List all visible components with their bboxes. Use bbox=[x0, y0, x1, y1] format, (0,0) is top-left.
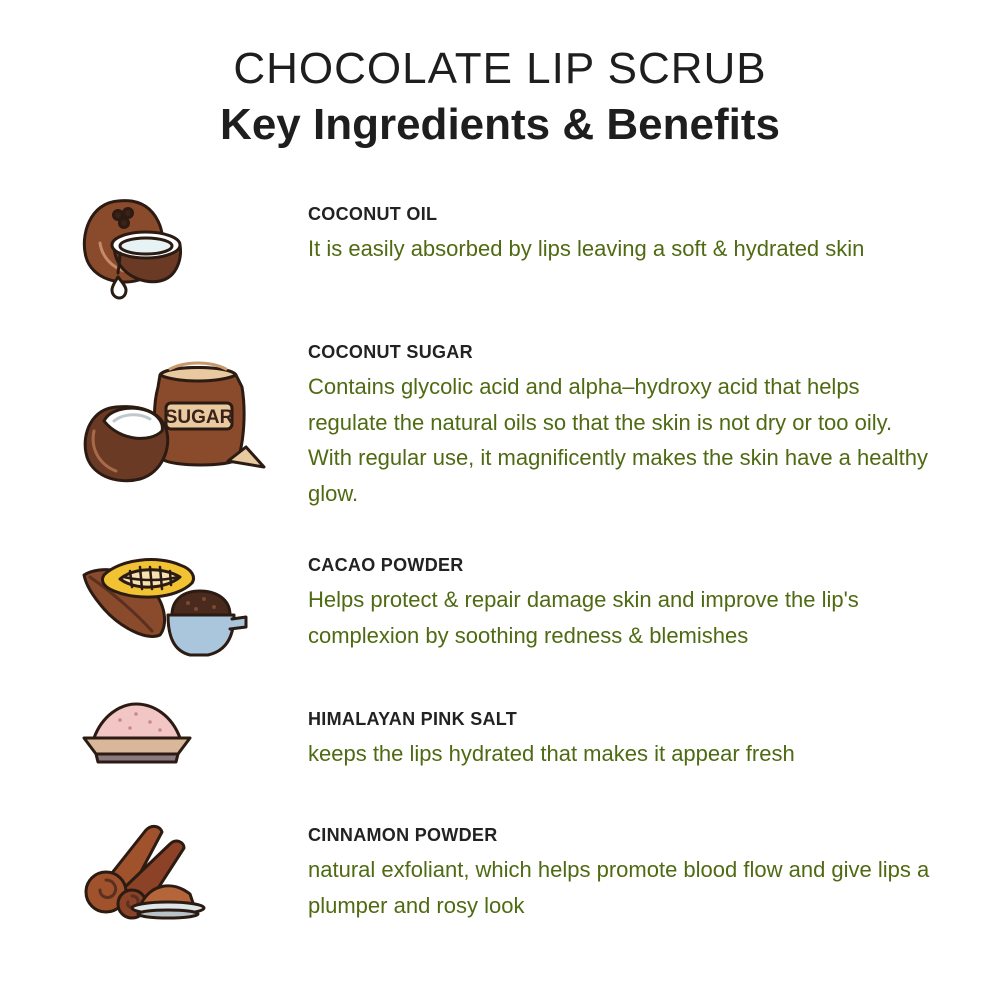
ingredient-description: keeps the lips hydrated that makes it appear fresh bbox=[308, 741, 795, 766]
ingredient-name: CINNAMON POWDER bbox=[308, 825, 498, 845]
ingredient-description: Contains glycolic acid and alpha–hydroxy acid that helps regulate the natural oils so that the skin is not dry or too oily. With regular use, it magnificently makes the skin have a healthy glow. bbox=[308, 374, 928, 506]
pink-salt-icon bbox=[80, 700, 270, 770]
ingredient-name: HIMALAYAN PINK SALT bbox=[308, 709, 518, 729]
ingredient-name: COCONUT OIL bbox=[308, 204, 438, 224]
coconut-oil-icon bbox=[80, 195, 270, 310]
ingredient-name: COCONUT SUGAR bbox=[308, 342, 473, 362]
sack-label: SUGAR bbox=[164, 407, 234, 428]
ingredient-description: It is easily absorbed by lips leaving a soft & hydrated skin bbox=[308, 236, 865, 261]
ingredient-description: Helps protect & repair damage skin and improve the lip's complexion by soothing redness & blemishes bbox=[308, 587, 859, 648]
page-title: CHOCOLATE LIP SCRUB bbox=[233, 44, 767, 93]
cacao-powder-icon bbox=[80, 555, 270, 665]
ingredient-description: natural exfoliant, which helps promote blood flow and give lips a plumper and rosy look bbox=[308, 857, 930, 918]
ingredient-name: CACAO POWDER bbox=[308, 555, 464, 575]
cinnamon-icon bbox=[80, 820, 270, 920]
page-subtitle: Key Ingredients & Benefits bbox=[220, 100, 780, 149]
coconut-sugar-icon bbox=[80, 351, 270, 491]
